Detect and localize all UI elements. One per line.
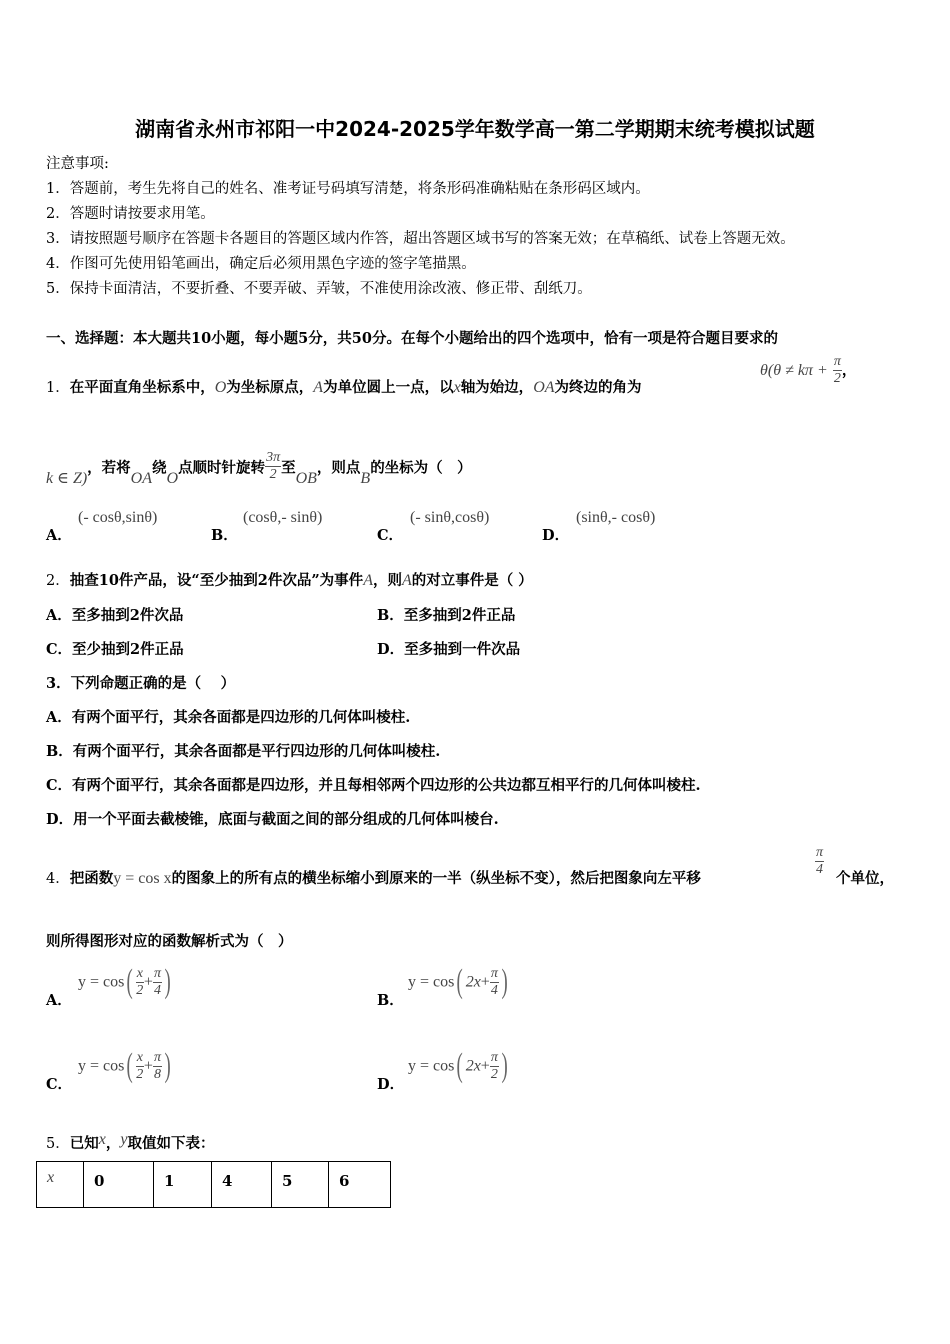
fraction: $\frac{\pi}{2}$ — [833, 354, 841, 386]
question-4-stem: 4．把函数y = cos x的图象上的所有点的横坐标缩小到原来的一半（纵坐标不变），然后把图象向左平移 — [46, 870, 701, 887]
table-row — [37, 1162, 391, 1208]
question-3-stem: 3．下列命题正确的是（ ） — [46, 675, 236, 692]
notice-item: 2．答题时请按要求用笔。 — [46, 206, 215, 222]
option-label: D． — [542, 527, 570, 544]
option-a: (- cosθ,sinθ) — [78, 509, 158, 526]
option-c: C．有两个面平行，其余各面都是四边形，并且每相邻两个四边形的公共边都互相平行的几何体叫棱柱. — [46, 777, 701, 794]
table-cell: 4 — [212, 1162, 272, 1208]
notice-item: 1．答题前，考生先将自己的姓名、准考证号码填写清楚，将条形码准确粘贴在条形码区域内。 — [46, 181, 650, 197]
option-label: A． — [46, 992, 72, 1009]
table-cell: 0 — [84, 1162, 154, 1208]
option-label: A． — [46, 527, 72, 544]
section-heading: 一、选择题：本大题共10小题，每小题5分，共50分。在每个小题给出的四个选项中，恰有一项是符合题目要求的 — [46, 330, 778, 347]
option-d: D．至多抽到一件次品 — [377, 641, 521, 658]
fraction: $\frac{3\pi}{2}$ — [266, 450, 281, 482]
option-b: B．至多抽到2件正品 — [377, 607, 516, 624]
notice-item: 3．请按照题号顺序在答题卡各题目的答题区域内作答，超出答题区域书写的答案无效；在草稿纸、试卷上答题无效。 — [46, 231, 795, 247]
table-cell: 1 — [154, 1162, 212, 1208]
angle-condition: θ(θ ≠ kπ + $\frac{\pi}{2}$ ， — [760, 354, 857, 386]
option-d: y = cos( 2x+ $\frac{\pi}{2}$ ) — [408, 1047, 508, 1084]
option-a: A．有两个面平行，其余各面都是四边形的几何体叫棱柱. — [46, 709, 411, 726]
option-c: y = cos( $\frac{x}{2}$ + $\frac{\pi}{8}$ ) — [78, 1047, 171, 1084]
option-label: B． — [377, 992, 404, 1009]
table-header-cell: x — [37, 1162, 84, 1208]
notice-item: 4．作图可先使用铅笔画出，确定后必须用黑色字迹的签字笔描黑。 — [46, 256, 476, 272]
table-cell: 5 — [272, 1162, 329, 1208]
shift-fraction: $\frac{\pi}{4}$ — [816, 845, 824, 877]
question-1-stem-cont: k ∈ Z)，若将OA绕O点顺时针旋转 $\frac{3\pi}{2}$ 至OB，则点B的坐标为（ ） — [46, 450, 472, 487]
option-d: (sinθ,- cosθ) — [576, 509, 656, 526]
option-label: C． — [46, 1076, 73, 1093]
option-a: y = cos( $\frac{x}{2}$ + $\frac{\pi}{4}$ ) — [78, 963, 171, 1000]
option-d: D．用一个平面去截棱锥，底面与截面之间的部分组成的几何体叫棱台. — [46, 811, 499, 828]
option-label: C． — [377, 527, 404, 544]
notice-item: 5．保持卡面清洁，不要折叠、不要弄破、弄皱，不准使用涂改液、修正带、刮纸刀。 — [46, 281, 592, 297]
page-title: 湖南省永州市祁阳一中2024-2025学年数学高一第二学期期末统考模拟试题 — [135, 117, 815, 141]
question-4-stem-cont: 则所得图形对应的函数解析式为（ ） — [46, 933, 293, 950]
option-b: y = cos( 2x+ $\frac{\pi}{4}$ ) — [408, 963, 508, 1000]
question-4-stem-end: 个单位， — [836, 870, 894, 887]
xy-value-table — [36, 1161, 391, 1208]
option-b: (cosθ,- sinθ) — [243, 509, 323, 526]
option-c: C．至少抽到2件正品 — [46, 641, 184, 658]
question-5-stem: 5．已知x，y取值如下表： — [46, 1131, 215, 1152]
option-label: D． — [377, 1076, 405, 1093]
option-b: B．有两个面平行，其余各面都是平行四边形的几何体叫棱柱. — [46, 743, 441, 760]
table-cell: 6 — [329, 1162, 391, 1208]
option-a: A．至多抽到2件次品 — [46, 607, 184, 624]
option-label: B． — [211, 527, 238, 544]
question-1-stem: 1．在平面直角坐标系中，O为坐标原点，A为单位圆上一点，以x轴为始边，OA为终边的角为 — [46, 379, 642, 396]
notice-heading: 注意事项: — [46, 156, 109, 172]
question-2-stem: 2．抽查10件产品，设“至少抽到2件次品”为事件A，则A的对立事件是（ ） — [46, 572, 533, 589]
option-c: (- sinθ,cosθ) — [410, 509, 490, 526]
